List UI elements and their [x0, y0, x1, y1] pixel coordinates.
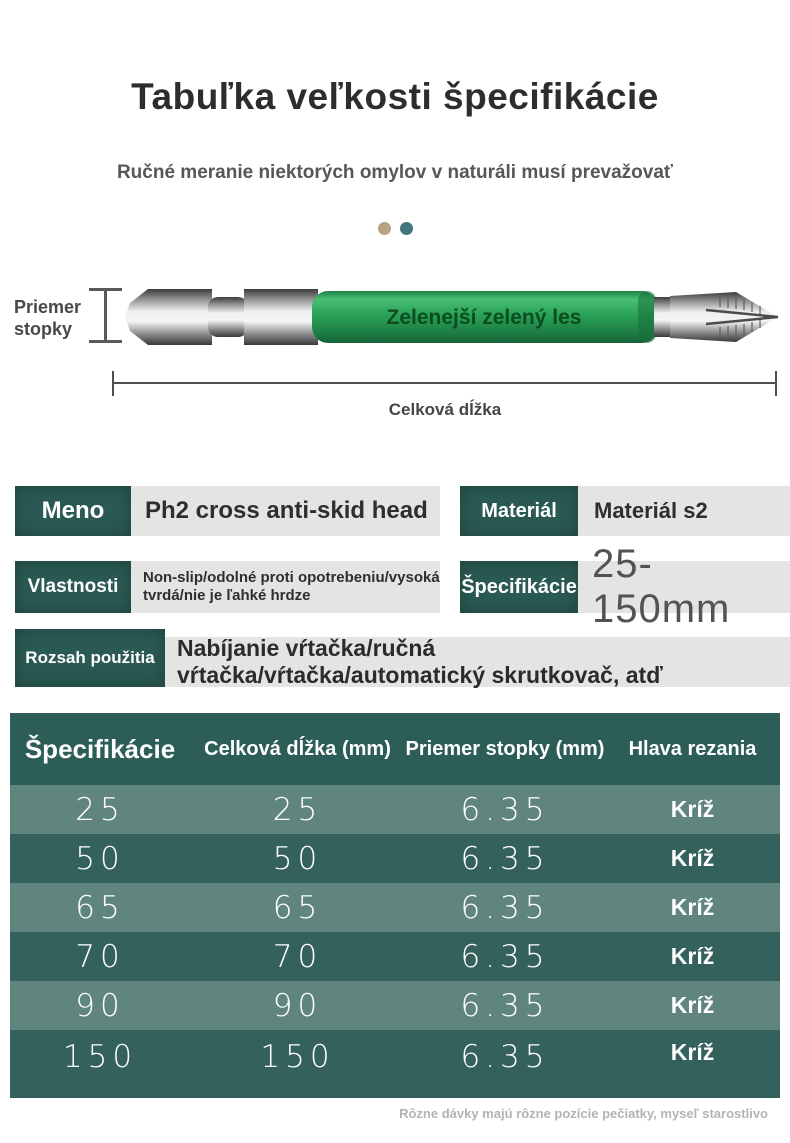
- length-dimension-tick-right: [775, 371, 777, 396]
- table-header-length: Celková dĺžka (mm): [204, 737, 391, 760]
- table-row: [10, 1030, 780, 1098]
- diameter-bracket: [104, 291, 107, 343]
- table-row: [10, 883, 780, 932]
- cell-head: Kríž: [670, 796, 715, 822]
- table-header-head: Hlava rezania: [628, 737, 757, 760]
- spec-usage-value: [165, 637, 790, 687]
- diameter-bracket-top: [89, 288, 122, 291]
- size-table: [10, 713, 780, 1098]
- length-dimension-tick-left: [112, 371, 114, 396]
- carousel-dot-icon[interactable]: [400, 222, 413, 235]
- bit-hex-barrel: [244, 289, 318, 345]
- length-dimension-label: Celková dĺžka: [388, 400, 502, 419]
- bit-collar: [654, 297, 672, 337]
- spec-usage-label: Rozsah použitia: [15, 629, 165, 687]
- cell-head: Kríž: [670, 845, 715, 871]
- bit-brand-text: Zelenejší zelený les: [386, 306, 582, 329]
- page-subtitle: Ručné meranie niektorých omylov v naturáli musí prevažovať: [116, 162, 674, 183]
- cell-head: Kríž: [670, 992, 715, 1018]
- spec-name-label: Meno: [15, 486, 131, 536]
- table-row: [10, 981, 780, 1030]
- table-header-diameter: Priemer stopky (mm): [405, 737, 605, 760]
- shank-diameter-label: [14, 296, 81, 340]
- cell-diameter: 6.35: [460, 987, 550, 1024]
- spec-material-label: Materiál: [460, 486, 578, 536]
- cell-diameter: 6.35: [460, 840, 550, 877]
- cell-length: 50: [272, 840, 323, 877]
- spec-usage-value-line2: vŕtačka/vŕtačka/automatický skrutkovač, atď: [177, 662, 663, 688]
- shank-diameter-label-line1: Priemer: [14, 297, 82, 317]
- bit-groove: [208, 297, 248, 337]
- cell-spec: 65: [75, 889, 125, 926]
- table-header-row: [10, 713, 780, 785]
- page-title: Tabuľka veľkosti špecifikácie: [131, 76, 659, 117]
- shank-diameter-label-line2: stopky: [14, 319, 73, 339]
- footer-note: Rôzne dávky majú rôzne pozície pečiatky, myseľ starostlivo: [399, 1106, 768, 1121]
- spec-features-value-line1: Non-slip/odolné proti opotrebeniu/vysoká: [143, 569, 440, 586]
- cell-spec: 150: [62, 1039, 138, 1075]
- cell-head: Kríž: [670, 943, 715, 969]
- table-row: [10, 834, 780, 883]
- cell-spec: 50: [75, 840, 125, 877]
- cell-diameter: 6.35: [460, 889, 550, 926]
- cell-spec: 25: [75, 791, 125, 828]
- table-header-spec: Špecifikácie: [24, 733, 176, 764]
- table-row: [10, 932, 780, 981]
- spec-size-value: 25-150mm: [578, 561, 790, 613]
- bit-hex-shank: [125, 289, 212, 345]
- cell-spec: 70: [75, 938, 125, 975]
- spec-size-label: Špecifikácie: [460, 561, 578, 613]
- cell-spec: 90: [75, 987, 125, 1024]
- length-dimension-line: [113, 382, 777, 384]
- spec-usage-value-line1: Nabíjanie vŕtačka/ručná: [177, 635, 436, 661]
- spec-features-value: [131, 561, 440, 613]
- spec-material-value: Materiál s2: [578, 486, 790, 536]
- cell-length: 65: [272, 889, 323, 926]
- cell-length: 150: [260, 1039, 335, 1075]
- carousel-dot-icon[interactable]: [378, 222, 391, 235]
- cell-diameter: 6.35: [460, 938, 550, 975]
- spec-features-value-line2: tvrdá/nie je ľahké hrdze: [143, 587, 311, 604]
- cell-length: 90: [272, 987, 323, 1024]
- cell-head: Kríž: [670, 894, 715, 920]
- drill-bit-image: [120, 283, 782, 351]
- table-row: [10, 785, 780, 834]
- bit-phillips-tip: [670, 292, 778, 342]
- cell-length: 70: [272, 938, 323, 975]
- carousel-dots: [0, 222, 790, 235]
- cell-diameter: 6.35: [460, 791, 550, 828]
- spec-features-label: Vlastnosti: [15, 561, 131, 613]
- spec-name-value: Ph2 cross anti-skid head: [131, 486, 440, 536]
- cell-length: 25: [272, 791, 323, 828]
- diameter-bracket-bottom: [89, 340, 122, 343]
- cell-head: Kríž: [670, 1039, 715, 1065]
- cell-diameter: 6.35: [460, 1039, 550, 1075]
